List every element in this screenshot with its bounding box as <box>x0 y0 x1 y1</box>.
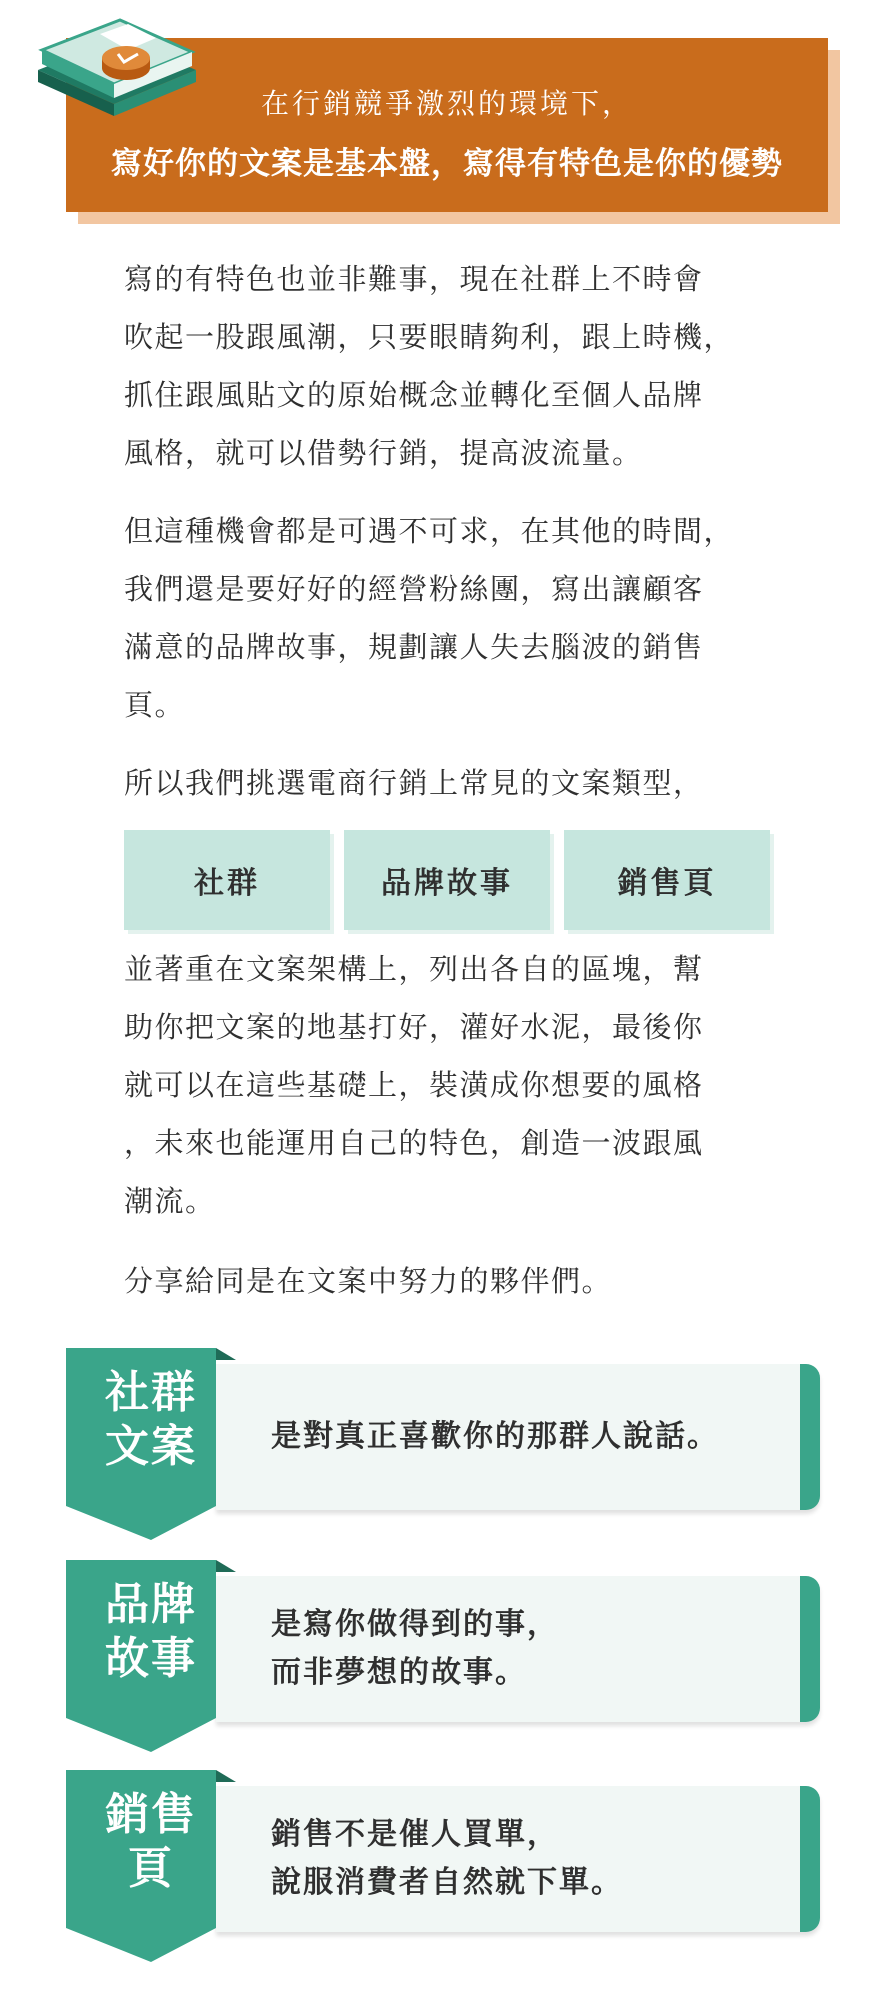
book-stack-icon <box>28 8 198 138</box>
card-label-badge <box>66 1560 236 1752</box>
card-label-line-1: 銷售 <box>105 1789 197 1840</box>
card-label-line-2: 故事 <box>105 1633 197 1684</box>
card-label-badge <box>66 1770 236 1962</box>
card-label-line-1: 社群 <box>105 1367 197 1418</box>
card-text-line-1: 是對真正喜歡你的那群人說話。 <box>271 1419 719 1454</box>
intro-paragraph-3: 所以我們挑選電商行銷上常見的文案類型， <box>124 766 704 800</box>
card-label-line-1: 品牌 <box>105 1579 197 1630</box>
card-brand-story <box>66 1560 830 1752</box>
card-text-line-1: 是寫你做得到的事， <box>271 1607 559 1642</box>
card-label-text <box>66 1366 236 1474</box>
intro-paragraph-1: 寫的有特色也並非難事，現在社群上不時會 吹起一股跟風潮，只要眼睛夠利，跟上時機， 抓住跟風貼文的原始概念並轉化至個人品牌 風格，就可以借勢行銷，提高波流量。 <box>124 262 735 470</box>
card-text-line-2: 而非夢想的故事。 <box>271 1655 527 1690</box>
header-line-2: 寫好你的文案是基本盤，寫得有特色是你的優勢 <box>111 146 783 182</box>
card-description <box>271 1576 791 1722</box>
intro-paragraph-2: 但這種機會都是可遇不可求，在其他的時間， 我們還是要好好的經營粉絲團，寫出讓顧客 滿意的品牌故事，規劃讓人失去腦波的銷售 頁。 <box>124 514 735 722</box>
tag-brand-story: 品牌故事 <box>344 830 550 930</box>
tag-social: 社群 <box>124 830 330 930</box>
intro-paragraph-4: 並著重在文案架構上，列出各自的區塊，幫 助你把文案的地基打好，灌好水泥，最後你 就可以在這些基礎上，裝潢成你想要的風格 ，未來也能運用自己的特色，創造一波跟風 潮流。 <box>124 952 704 1218</box>
card-label-text <box>66 1788 236 1896</box>
card-description <box>271 1786 791 1932</box>
copy-type-tags <box>124 830 774 934</box>
card-label-text <box>66 1578 236 1686</box>
card-sales-page <box>66 1770 830 1962</box>
header-line-1: 在行銷競爭激烈的環境下， <box>260 87 633 120</box>
card-label-badge <box>66 1348 236 1540</box>
intro-paragraph-5: 分享給同是在文案中努力的夥伴們。 <box>124 1264 613 1298</box>
card-text-line-1: 銷售不是催人買單， <box>271 1817 559 1852</box>
card-label-line-2: 文案 <box>105 1421 197 1472</box>
card-text-line-2: 說服消費者自然就下單。 <box>271 1865 623 1900</box>
card-social-copy <box>66 1348 830 1540</box>
tag-sales-page: 銷售頁 <box>564 830 770 930</box>
card-description <box>271 1364 791 1510</box>
card-label-line-2: 頁 <box>128 1843 174 1894</box>
